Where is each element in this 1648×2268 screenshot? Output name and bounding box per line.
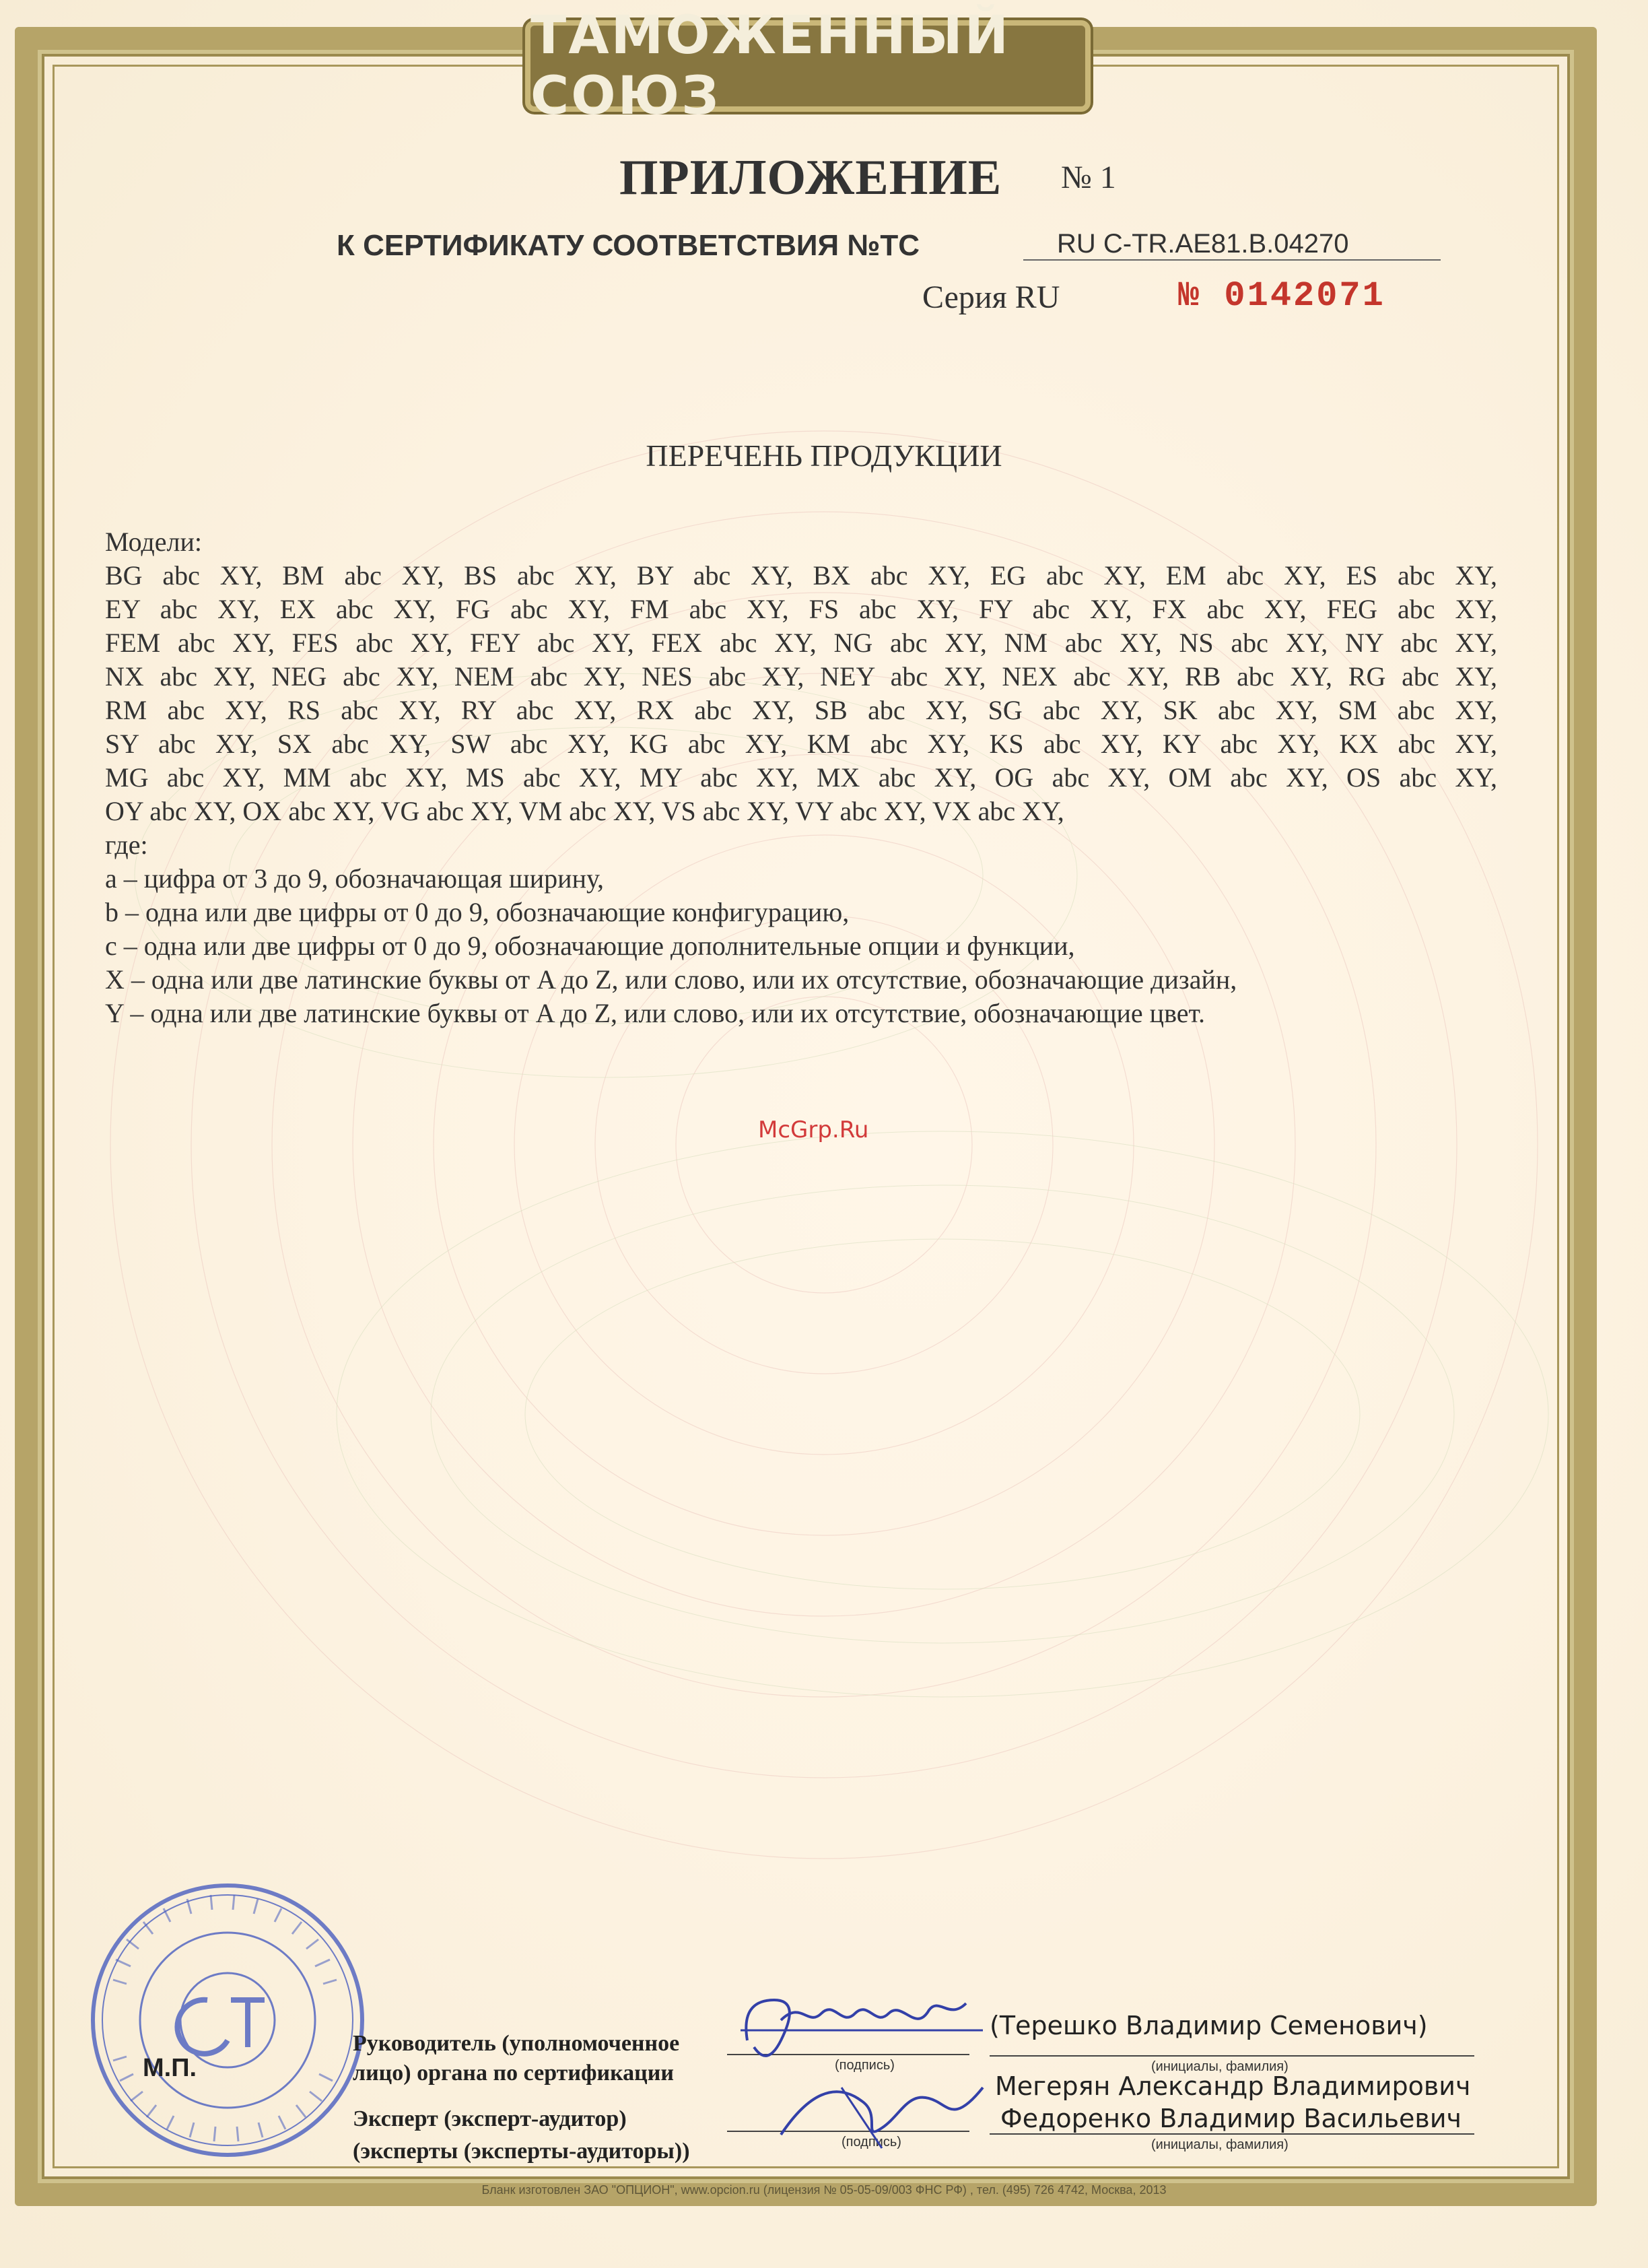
models-line: FEM abc XY, FES abc XY, FEY abc XY, FEX abc XY, NG abc XY, NM abc XY, NS abc XY, NY abc XY, [105,628,1497,658]
where-label: где: [105,830,148,860]
head-name: (Терешко Владимир Семенович) [990,2011,1428,2040]
signature-caption: (подпись) [835,2058,895,2073]
expert-label: (эксперты (эксперты-аудиторы)) [353,2139,690,2164]
expert-signature [767,2061,996,2162]
legend-item: c – одна или две цифры от 0 до 9, обозначающие дополнительные опции и функции, [105,931,1075,961]
watermark: McGrp.Ru [758,1116,869,1143]
models-line: MG abc XY, MM abc XY, MS abc XY, MY abc XY, MX abc XY, OG abc XY, OM abc XY, OS abc XY, [105,762,1497,793]
head-label: Руководитель (уполномоченное [353,2031,680,2056]
models-line: BG abc XY, BM abc XY, BS abc XY, BY abc XY, BX abc XY, EG abc XY, EM abc XY, ES abc XY, [105,560,1497,591]
expert-name: Федоренко Владимир Васильевич [1000,2104,1462,2133]
legend-item: a – цифра от 3 до 9, обозначающая ширину, [105,863,604,894]
blank-footer: Бланк изготовлен ЗАО "ОПЦИОН", www.opcion.ru (лицензия № 05-05-09/003 ФНС РФ) , тел. (495) 726 4742, Москва, 2013 [481,2183,1167,2197]
certificate-label: К СЕРТИФИКАТУ СООТВЕТСТВИЯ №ТС [337,229,920,262]
legend-item: Y – одна или две латинские буквы от A до Z, или слово, или их отсутствие, обозначающие цвет. [105,998,1205,1028]
appendix-number: № 1 [1061,160,1116,195]
appendix-title: ПРИЛОЖЕНИЕ [619,150,1002,205]
legend-item: b – одна или две цифры от 0 до 9, обозначающие конфигурацию, [105,897,850,927]
models-line: SY abc XY, SX abc XY, SW abc XY, KG abc XY, KM abc XY, KS abc XY, KY abc XY, KX abc XY, [105,729,1497,759]
product-list [105,525,1497,1030]
signature-caption: (подпись) [842,2135,901,2149]
initials-caption: (инициалы, фамилия) [1151,2137,1289,2152]
banner-text: ТАМОЖЕННЫЙ СОЮЗ [530,5,1010,127]
models-line: NX abc XY, NEG abc XY, NEM abc XY, NES abc XY, NEY abc XY, NEX abc XY, RB abc XY, RG abc XY, [105,661,1497,692]
product-list-title: ПЕРЕЧЕНЬ ПРОДУКЦИИ [646,438,1002,473]
models-line: OY abc XY, OX abc XY, VG abc XY, VM abc XY, VS abc XY, VY abc XY, VX abc XY, [105,796,1064,826]
series-number: № 0142071 [1178,276,1385,316]
initials-caption: (инициалы, фамилия) [1151,2059,1289,2074]
models-line: RM abc XY, RS abc XY, RY abc XY, RX abc XY, SB abc XY, SG abc XY, SK abc XY, SM abc XY, [105,695,1497,725]
head-label: лицо) органа по сертификации [353,2061,674,2086]
head-name-line [990,2055,1474,2057]
expert-label: Эксперт (эксперт-аудитор) [353,2106,627,2131]
expert-name-line [990,2133,1474,2135]
models-label: Модели: [105,527,203,557]
customs-union-banner [525,5,1091,127]
certificate-number: RU C-TR.AE81.B.04270 [1023,229,1441,261]
expert-name: Мегерян Александр Владимирович [995,2071,1471,2101]
series-label: Серия RU [922,279,1060,315]
models-line: EY abc XY, EX abc XY, FG abc XY, FM abc XY, FS abc XY, FY abc XY, FX abc XY, FEG abc XY, [105,594,1497,624]
legend-item: X – одна или две латинские буквы от A до Z, или слово, или их отсутствие, обозначающие дизайн, [105,964,1237,995]
seal-place-label: М.П. [143,2054,197,2082]
round-seal-stamp [86,1879,369,2162]
